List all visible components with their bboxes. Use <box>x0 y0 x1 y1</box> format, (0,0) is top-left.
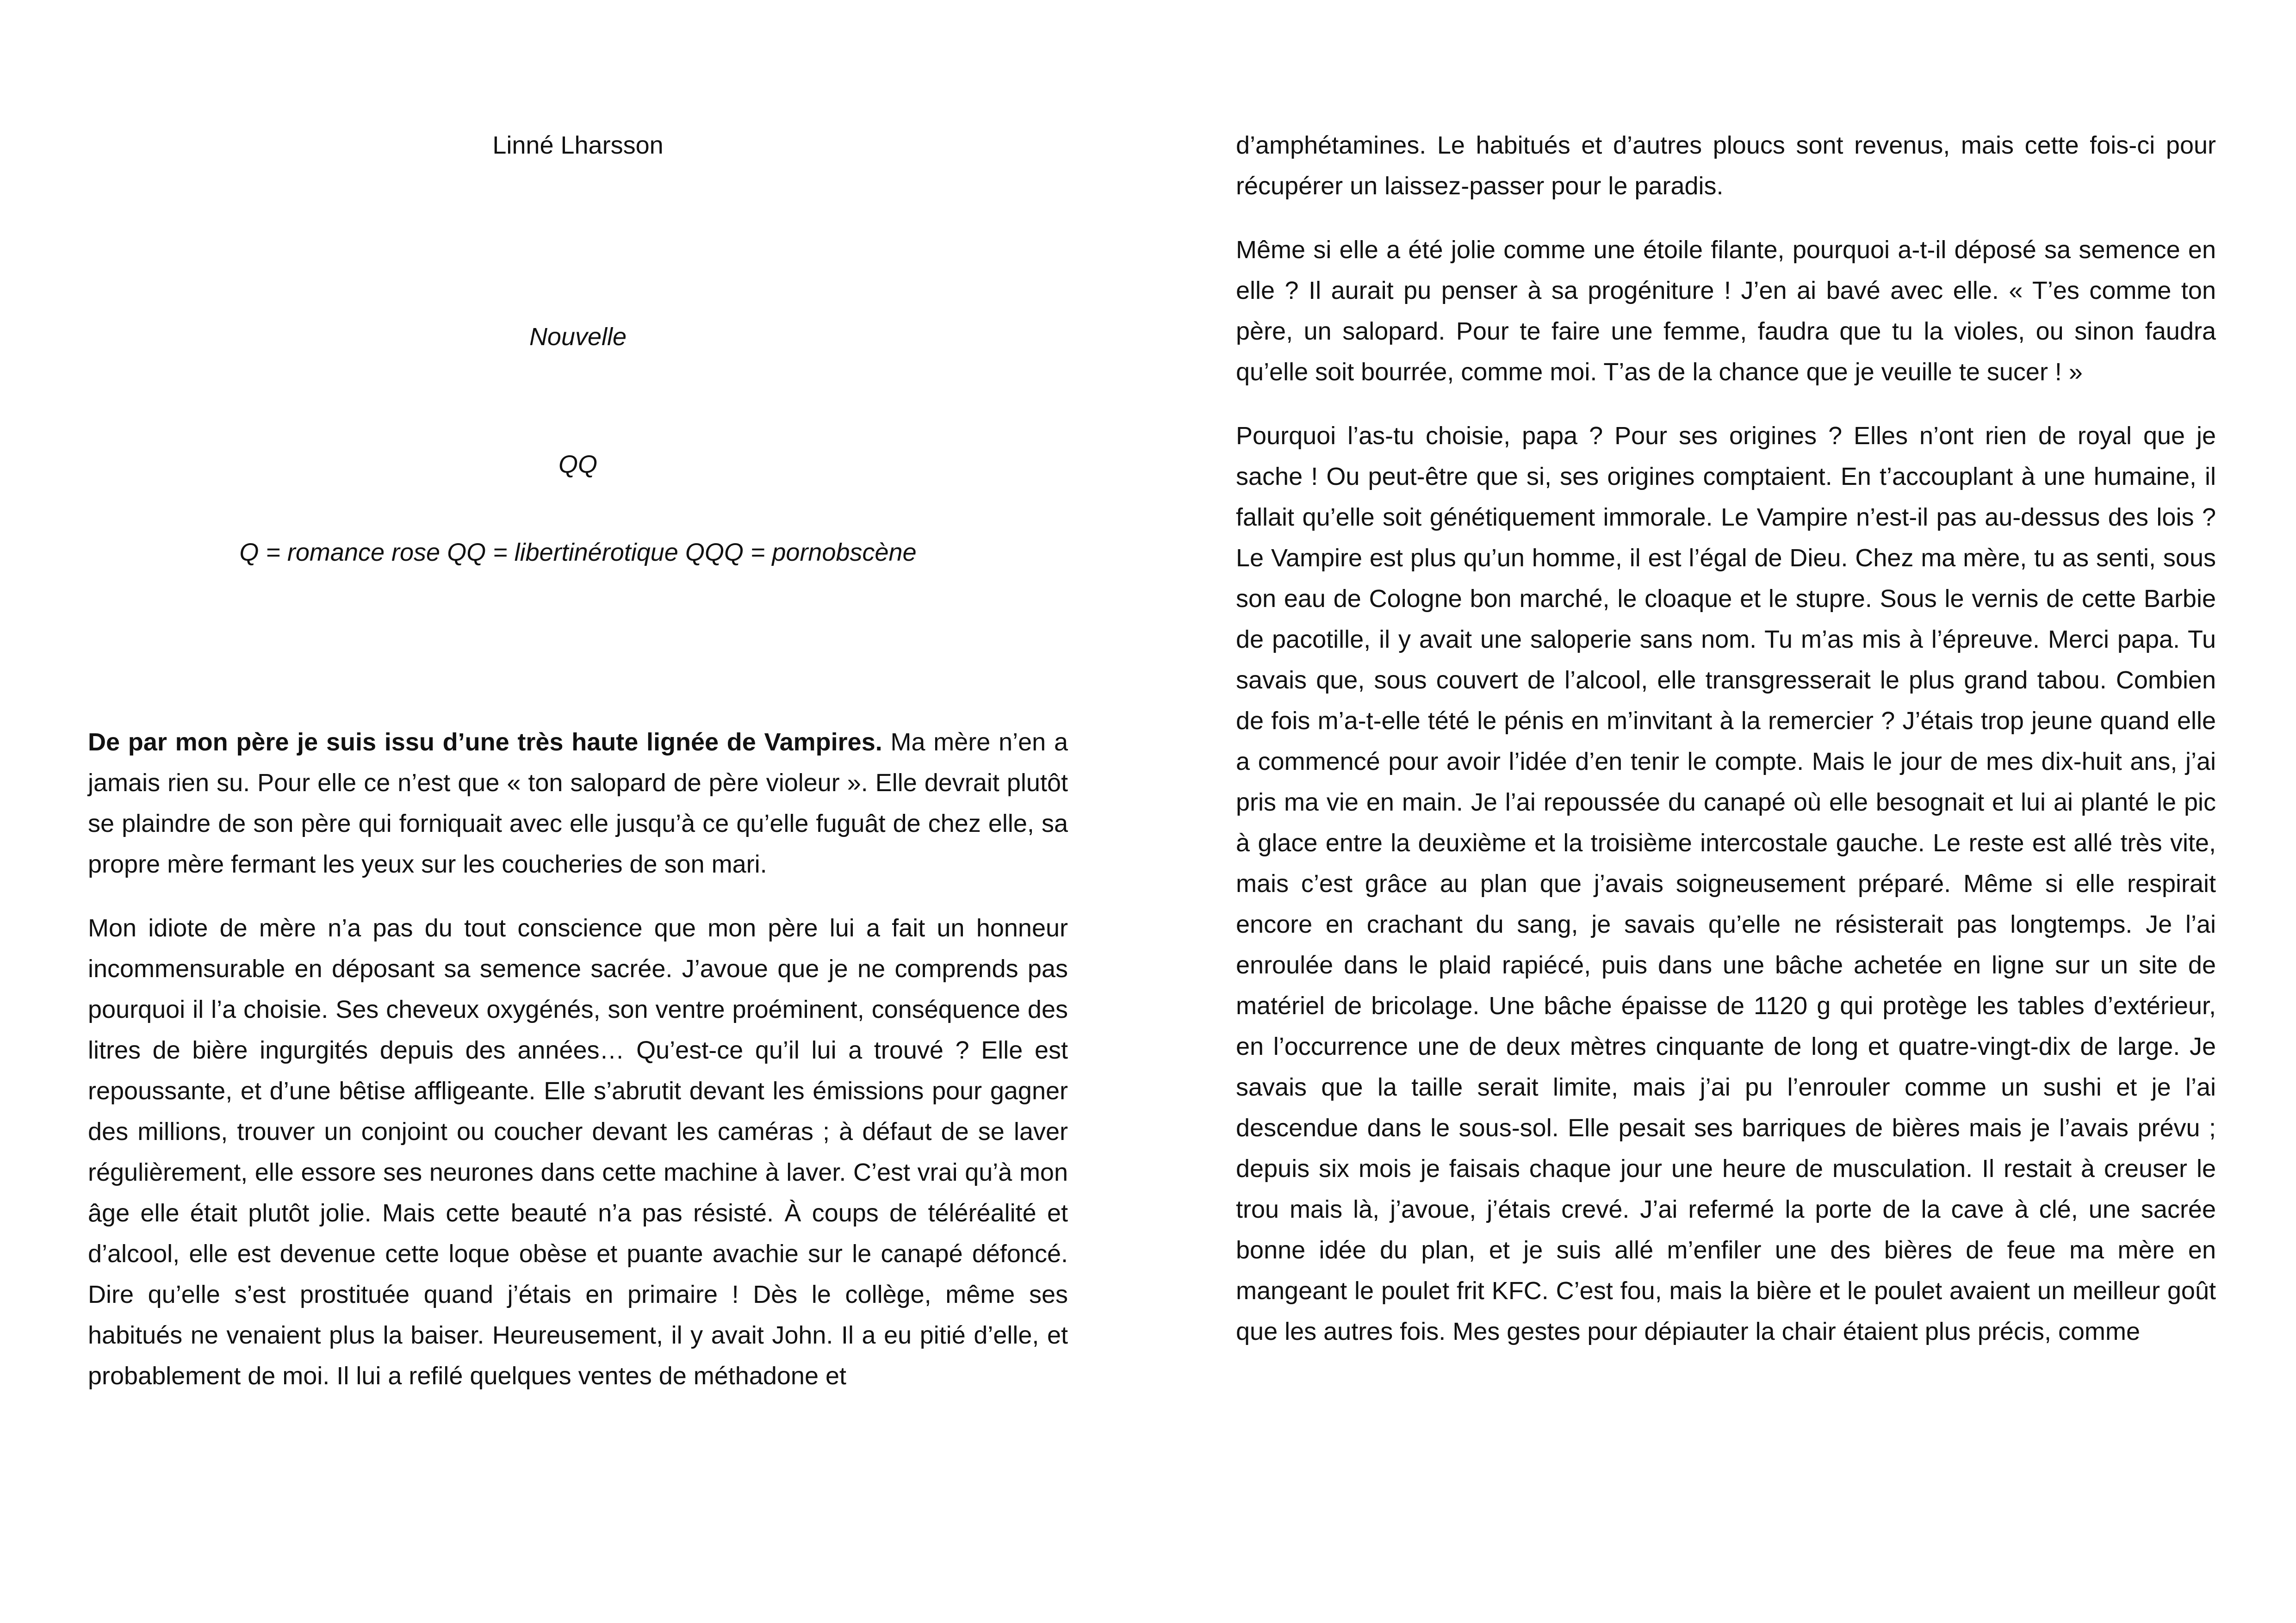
paragraph: d’amphétamines. Le habitués et d’autres ploucs sont revenus, mais cette fois-ci pour récupérer un laissez-passer pour le paradis. <box>1236 131 2216 200</box>
paragraph: Pourquoi l’as-tu choisie, papa ? Pour ses origines ? Elles n’ont rien de royal que je sache ! Ou peut-être que si, ses origines comptaient. En t’accouplant à une humaine, il fallait qu’elle soit génétiquement immorale. Le Vampire n’est-il pas au-dessus des lois ? Le Vampire est plus qu’un homme, il est l’égal de Dieu. Chez ma mère, tu as senti, sous son eau de Cologne bon marché, le cloaque et le stupre. Sous le vernis de cette Barbie de pacotille, il y avait une saloperie sans nom. Tu m’as mis à l’épreuve. Merci papa. Tu savais que, sous couvert de l’alcool, elle transgresserait le plus grand tabou. Combien de fois m’a-t-elle tété le pénis en m’invitant à la remercier ? J’étais trop jeune quand elle a commencé pour avoir l’idée d’en tenir le compte. Mais le jour de mes dix-huit ans, j’ai pris ma vie en main. Je l’ai repoussée du canapé où elle besognait et lui ai planté le pic à glace entre la deuxième et la troisième intercostale gauche. Le reste est allé très vite, mais c’est grâce au plan que j’avais soigneusement préparé. Même si elle respirait encore en crachant du sang, je savais qu’elle ne résisterait pas longtemps. Je l’ai enroulée dans le plaid rapiécé, puis dans une bâche achetée en ligne sur un site de matériel de bricolage. Une bâche épaisse de 1120 g qui protège les tables d’extérieur, en l’occurrence une de deux mètres cinquante de long et quatre-vingt-dix de large. Je savais que la taille serait limite, mais j’ai pu l’enrouler comme un sushi et je l’ai descendue dans le sous-sol. Elle pesait ses barriques de bières mais je l’avais prévu ; depuis six mois je faisais chaque jour une heure de musculation. Il restait à creuser le trou mais là, j’avoue, j’étais crevé. J’ai refermé la porte de la cave à clé, une sacrée bonne idée du plan, et je suis allé m’enfiler une des bières de feue ma mère en mangeant le poulet frit KFC. C’est fou, mais la bière et le poulet avaient un meilleur goût que les autres fois. Mes gestes pour dépiauter la chair étaient plus précis, comme <box>1236 422 2216 1345</box>
left-body-text <box>88 722 1068 1396</box>
paragraph-text: Ma mère n’en a jamais rien su. Pour elle ce n’est que « ton salopard de père violeur ». Elle devrait plutôt se plaindre de son père qui forniquait avec elle jusqu’à ce qu’elle fuguât de chez elle, sa propre mère fermant les yeux sur les coucheries de son mari. <box>88 728 1068 878</box>
author-name: Linné Lharsson <box>492 131 664 159</box>
right-body-text <box>1236 125 2216 1352</box>
rating-legend: Q = romance rose QQ = libertinérotique QQQ = pornobscène <box>239 539 917 566</box>
rating-label: QQ <box>558 451 597 478</box>
paragraph: Même si elle a été jolie comme une étoile filante, pourquoi a-t-il déposé sa semence en elle ? Il aurait pu penser à sa progéniture ! J’en ai bavé avec elle. « T’es comme ton père, un salopard. Pour te faire une femme, faudra que tu la violes, ou sinon faudra qu’elle soit bourrée, comme moi. T’as de la chance que je veuille te sucer ! » <box>1236 236 2216 386</box>
paragraph <box>88 722 1068 885</box>
genre-label: Nouvelle <box>529 323 627 351</box>
paragraph-lead: De par mon père je suis issu d’une très haute lignée de Vampires. <box>88 728 882 756</box>
paragraph <box>88 908 1068 1396</box>
paragraph-text: Mon idiote de mère n’a pas du tout conscience que mon père lui a fait un honneur incommensurable en déposant sa semence sacrée. J’avoue que je ne comprends pas pourquoi il l’a choisie. Ses cheveux oxygénés, son ventre proéminent, conséquence des litres de bière ingurgités depuis des années… Qu’est-ce qu’il lui a trouvé ? Elle est repoussante, et d’une bêtise affligeante. Elle s’abrutit devant les émissions pour gagner des millions, trouver un conjoint ou coucher devant les caméras ; à défaut de se laver régulièrement, elle essore ses neurones dans cette machine à laver. C’est vrai qu’à mon âge elle était plutôt jolie. Mais cette beauté n’a pas résisté. À coups de téléréalité et d’alcool, elle est devenue cette loque obèse et puante avachie sur le canapé défoncé. Dire qu’elle s’est prostituée quand j’étais en primaire ! Dès le collège, même ses habitués ne venaient plus la baiser. Heureusement, il y avait John. Il a eu pitié d’elle, et probablement de moi. Il lui a refilé quelques ventes de méthadone et <box>88 914 1068 1390</box>
right-page <box>1148 0 2296 1623</box>
